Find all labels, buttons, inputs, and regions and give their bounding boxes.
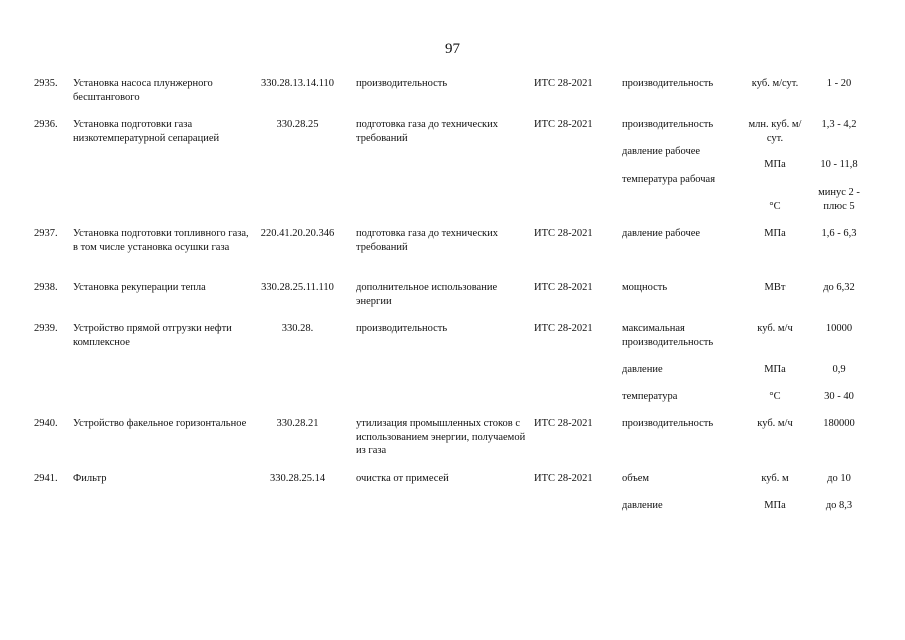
parameter-unit: МПа — [764, 364, 786, 375]
standard-ref: ИТС 28-2021 — [534, 119, 593, 130]
purpose: подготовка газа до технических требований — [356, 119, 499, 144]
row-number: 2939. — [34, 323, 58, 334]
standard-ref: ИТС 28-2021 — [534, 473, 593, 484]
parameter-name: температура — [622, 391, 678, 402]
classifier-code: 330.28.25.11.110 — [261, 282, 334, 293]
standard-ref: ИТС 28-2021 — [534, 282, 593, 293]
parameter-value: до 6,32 — [823, 282, 855, 293]
parameter-name: давление рабочее — [622, 228, 701, 239]
parameter-unit: °С — [769, 201, 781, 212]
standard-ref: ИТС 28-2021 — [534, 418, 593, 429]
parameter-name: давление рабочее — [622, 146, 701, 157]
purpose: производительность — [356, 323, 448, 334]
parameter-value: 1,3 - 4,2 — [821, 119, 857, 130]
parameter-value: до 10 — [827, 473, 851, 484]
equipment-name: Установка рекуперации тепла — [73, 282, 206, 293]
purpose: подготовка газа до технических требований — [356, 228, 499, 253]
row-number: 2941. — [34, 473, 58, 484]
row-number: 2938. — [34, 282, 58, 293]
standard-ref: ИТС 28-2021 — [534, 323, 593, 334]
row-number: 2936. — [34, 119, 58, 130]
equipment-name: Установка подготовки газа низкотемпературной сепарацией — [73, 119, 220, 144]
classifier-code: 330.28.25.14 — [269, 473, 326, 484]
parameter-name: производительность — [622, 418, 714, 429]
standard-ref: ИТС 28-2021 — [534, 228, 593, 239]
parameter-value: 1 - 20 — [826, 78, 852, 89]
parameter-name: объем — [622, 473, 650, 484]
purpose: дополнительное использование энергии — [356, 282, 498, 307]
parameter-unit: куб. м/сут. — [751, 78, 799, 89]
classifier-code: 330.28.21 — [276, 418, 319, 429]
parameter-value: 30 - 40 — [824, 391, 854, 402]
parameter-unit: МПа — [764, 500, 786, 511]
parameter-name: максимальная производительность — [622, 323, 714, 348]
parameter-name: давление — [622, 364, 663, 375]
parameter-value: минус 2 - плюс 5 — [818, 187, 860, 212]
parameter-value: 10 - 11,8 — [820, 159, 858, 170]
standard-ref: ИТС 28-2021 — [534, 78, 593, 89]
parameter-value: до 8,3 — [825, 500, 853, 511]
parameter-name: температура рабочая — [622, 174, 716, 185]
equipment-name: Устройство факельное горизонтальное — [73, 418, 247, 429]
parameter-unit: МПа — [764, 159, 786, 170]
row-number: 2940. — [34, 418, 58, 429]
parameter-name: мощность — [622, 282, 668, 293]
classifier-code: 330.28. — [281, 323, 314, 334]
equipment-name: Установка насоса плунжерного бесштангового — [73, 78, 213, 103]
parameter-unit: МВт — [764, 282, 786, 293]
parameter-value: 0,9 — [832, 364, 846, 375]
row-number: 2937. — [34, 228, 58, 239]
parameter-unit: куб. м/ч — [757, 323, 793, 334]
row-number: 2935. — [34, 78, 58, 89]
parameter-name: производительность — [622, 119, 714, 130]
parameter-value: 180000 — [823, 418, 855, 429]
parameter-value: 10000 — [825, 323, 853, 334]
parameter-value: 1,6 - 6,3 — [821, 228, 857, 239]
parameter-name: давление — [622, 500, 663, 511]
equipment-name: Устройство прямой отгрузки нефти комплексное — [73, 323, 232, 348]
parameter-unit: МПа — [764, 228, 786, 239]
purpose: очистка от примесей — [356, 473, 449, 484]
classifier-code: 330.28.25 — [276, 119, 319, 130]
parameter-unit: °С — [769, 391, 781, 402]
classifier-code: 220.41.20.20.346 — [260, 228, 335, 239]
purpose: производительность — [356, 78, 448, 89]
equipment-name: Установка подготовки топливного газа, в том числе установка осушки газа — [73, 228, 249, 253]
parameter-name: производительность — [622, 78, 714, 89]
purpose: утилизация промышленных стоков с использованием энергии, получаемой из газа — [356, 418, 526, 456]
parameter-unit: млн. куб. м/сут. — [748, 119, 802, 144]
page-number: 97 — [445, 41, 460, 57]
parameter-unit: куб. м/ч — [757, 418, 793, 429]
parameter-unit: куб. м — [761, 473, 789, 484]
equipment-name: Фильтр — [73, 473, 107, 484]
classifier-code: 330.28.13.14.110 — [260, 78, 335, 89]
